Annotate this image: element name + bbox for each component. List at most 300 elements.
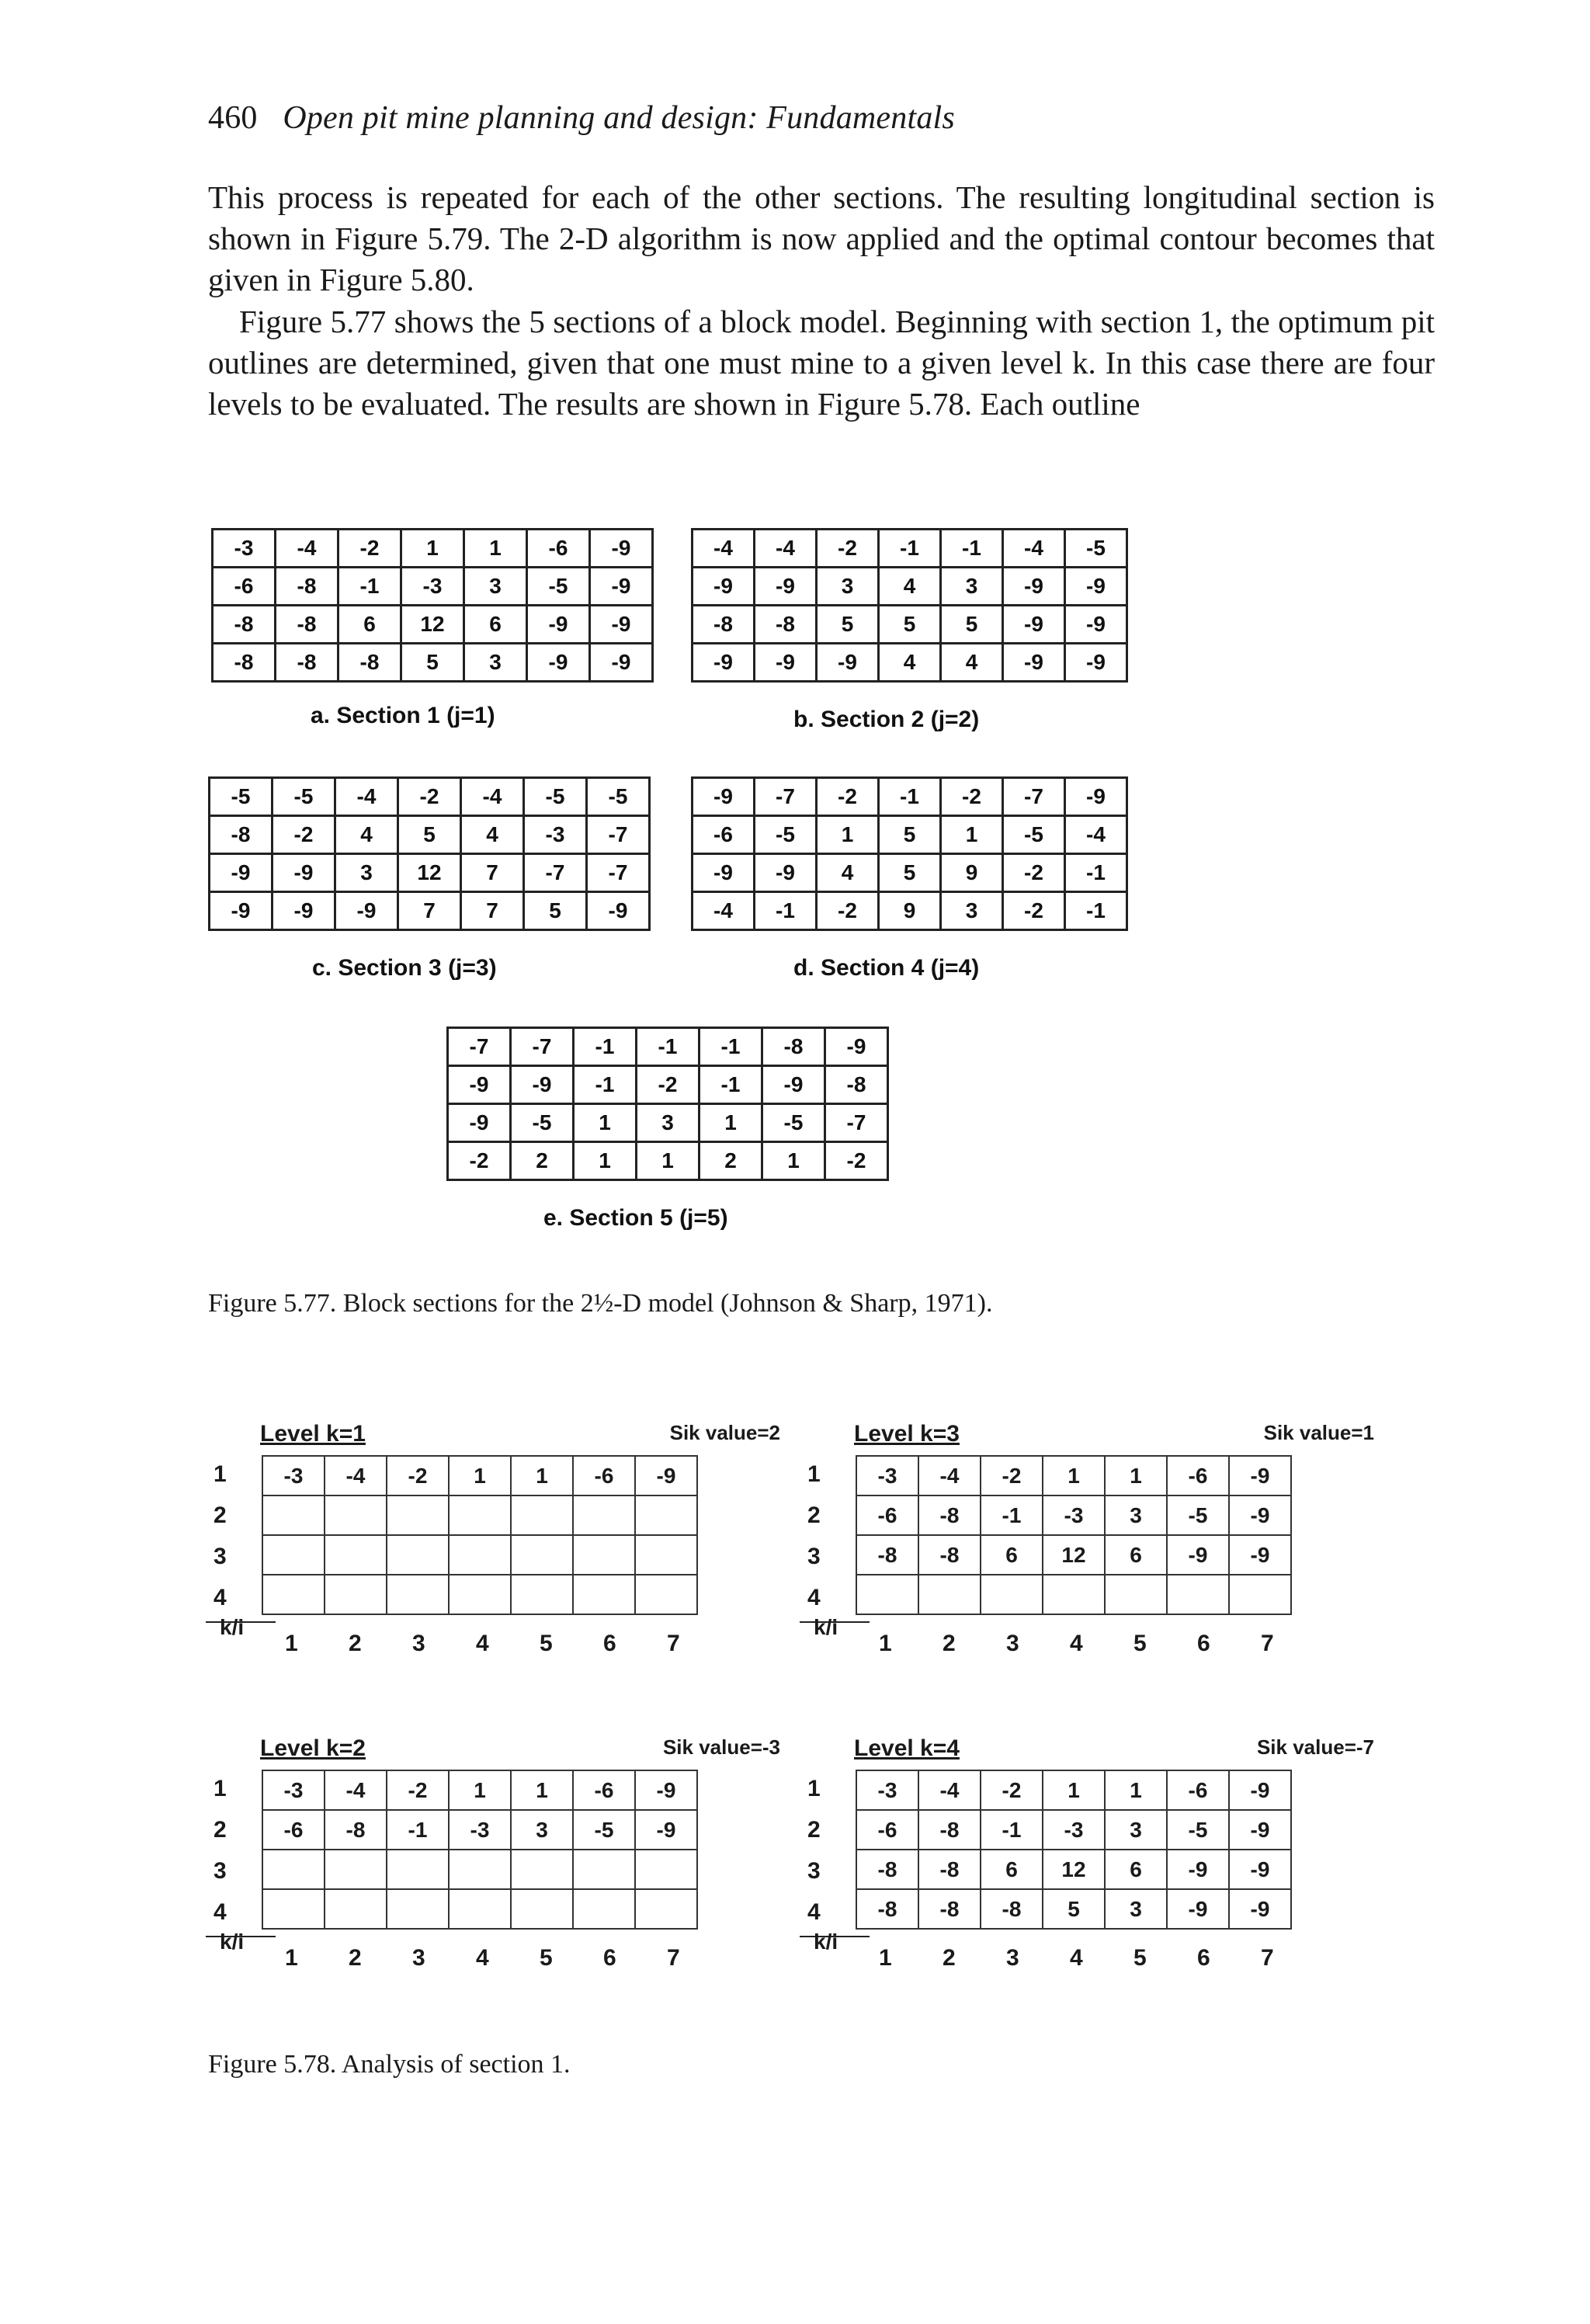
block-cell: 7 [398,892,461,930]
level-cell: -9 [1229,1495,1291,1535]
level-cell: -6 [856,1810,918,1850]
level-cell: -6 [1167,1770,1229,1810]
block-cell: 9 [879,892,941,930]
level-cell: -2 [981,1770,1043,1810]
block-cell: -8 [276,644,338,682]
block-cell: 1 [401,530,464,568]
level-grid [262,1770,698,1930]
level-cell: -5 [1167,1810,1229,1850]
col-label: 1 [879,1631,892,1656]
sik-value: Sik value=2 [669,1421,780,1444]
grid-row [856,1495,1291,1535]
col-label: 4 [476,1631,489,1656]
grid-row [213,568,653,606]
block-cell: -9 [590,606,653,644]
level-cell [449,1575,511,1614]
block-cell: -8 [762,1028,825,1066]
block-cell: 5 [941,606,1003,644]
level-cell: 6 [1105,1850,1167,1889]
block-cell: -5 [762,1104,825,1142]
block-cell: 6 [464,606,527,644]
block-cell: -7 [587,854,650,892]
row-label: 1 [214,1461,227,1487]
block-cell: -9 [210,892,273,930]
block-cell: -5 [755,816,817,854]
col-label: 5 [540,1631,553,1656]
section-caption: d. Section 4 (j=4) [793,955,980,981]
block-cell: -7 [587,816,650,854]
grid-row [210,816,650,854]
level-cell: 12 [1043,1535,1105,1575]
block-cell: 4 [879,568,941,606]
col-label: 3 [412,1631,425,1656]
grid-row [693,644,1127,682]
col-label: 2 [943,1945,956,1971]
grid-row [262,1575,697,1614]
level-cell [511,1575,573,1614]
section-caption: e. Section 5 (j=5) [543,1205,728,1231]
grid-row [856,1770,1291,1810]
block-cell: -9 [693,644,755,682]
grid-row [213,530,653,568]
grid-row [693,892,1127,930]
level-cell [262,1495,325,1535]
level-cell: -9 [1167,1850,1229,1889]
grid-row [262,1770,697,1810]
section-grid [691,776,1128,931]
level-cell [1105,1575,1167,1614]
level-cell [325,1575,387,1614]
section-caption: a. Section 1 (j=1) [311,703,495,728]
level-cell [918,1575,981,1614]
block-cell: -1 [1065,892,1127,930]
level-cell: 5 [1043,1889,1105,1929]
axis-label: k/i [220,1615,245,1639]
grid-row [262,1850,697,1889]
col-label: 7 [667,1631,680,1656]
block-cell: -9 [1003,568,1065,606]
block-cell: -7 [524,854,587,892]
level-cell: 6 [981,1535,1043,1575]
block-cell: -6 [213,568,276,606]
block-cell: -9 [693,854,755,892]
level-cell: 1 [1043,1770,1105,1810]
block-cell: -9 [693,568,755,606]
grid-row [262,1495,697,1535]
block-cell: -8 [276,606,338,644]
grid-row [693,816,1127,854]
figure-5-77-caption: Figure 5.77. Block sections for the 2½-D model (Johnson & Sharp, 1971). [208,1289,993,1318]
level-cell: -4 [918,1770,981,1810]
level-cell: 1 [1043,1456,1105,1495]
row-label: 3 [214,1858,227,1884]
level-cell: -8 [981,1889,1043,1929]
block-cell: -8 [210,816,273,854]
block-cell: 3 [464,644,527,682]
col-label: 6 [1197,1945,1210,1971]
level-cell [325,1535,387,1575]
level-cell: -3 [856,1770,918,1810]
block-cell: -2 [637,1066,700,1104]
level-cell: -9 [635,1456,697,1495]
block-cell: 1 [574,1142,637,1180]
level-cell: -5 [1167,1495,1229,1535]
sik-value: Sik value=1 [1263,1421,1374,1444]
block-cell: -1 [1065,854,1127,892]
level-cell: -9 [1167,1889,1229,1929]
level-cell: -5 [573,1810,635,1850]
level-diagram [800,1735,1374,2030]
block-cell: -2 [817,892,879,930]
level-cell: -3 [449,1810,511,1850]
col-label: 3 [1006,1945,1019,1971]
block-cell: 2 [511,1142,574,1180]
grid-row [448,1066,888,1104]
block-cell: -7 [755,778,817,816]
block-cell: -9 [1065,778,1127,816]
level-cell: -1 [981,1810,1043,1850]
level-cell [573,1535,635,1575]
block-cell: -1 [700,1028,762,1066]
block-cell: -9 [755,644,817,682]
block-cell: -3 [213,530,276,568]
level-cell: -1 [981,1495,1043,1535]
block-cell: -5 [1065,530,1127,568]
level-cell: 1 [1105,1456,1167,1495]
block-cell: -1 [755,892,817,930]
block-cell: -1 [574,1028,637,1066]
level-cell [449,1495,511,1535]
level-cell: 6 [1105,1535,1167,1575]
row-label: 4 [807,1899,821,1925]
grid-row [262,1889,697,1929]
block-cell: -2 [338,530,401,568]
block-cell: -6 [527,530,590,568]
block-cell: -9 [587,892,650,930]
grid-row [693,606,1127,644]
row-label: 3 [807,1544,821,1569]
col-label: 7 [667,1945,680,1971]
block-cell: 1 [464,530,527,568]
level-cell: -9 [1229,1889,1291,1929]
row-label: 3 [214,1544,227,1569]
sik-value: Sik value=-3 [662,1735,780,1759]
block-cell: 5 [398,816,461,854]
grid-row [856,1889,1291,1929]
level-cell [387,1850,449,1889]
level-cell: -6 [1167,1456,1229,1495]
block-cell: -9 [448,1104,511,1142]
block-cell: -9 [273,892,335,930]
level-grid [856,1455,1292,1615]
block-cell: -7 [1003,778,1065,816]
level-cell: 3 [511,1810,573,1850]
level-cell [1043,1575,1105,1614]
level-cell: -9 [1167,1535,1229,1575]
grid-row [262,1810,697,1850]
block-cell: -9 [590,530,653,568]
level-diagram [206,1421,780,1716]
level-cell: -9 [1229,1456,1291,1495]
block-cell: -9 [335,892,398,930]
block-cell: -7 [448,1028,511,1066]
block-cell: -9 [511,1066,574,1104]
section-grid [211,528,654,683]
level-cell: -9 [635,1770,697,1810]
block-cell: -9 [1003,606,1065,644]
section-caption: c. Section 3 (j=3) [312,955,497,981]
block-cell: -2 [1003,854,1065,892]
row-label: 4 [214,1899,227,1925]
block-cell: -9 [693,778,755,816]
block-cell: -9 [527,644,590,682]
level-cell [635,1850,697,1889]
col-label: 7 [1261,1945,1274,1971]
level-cell: -3 [856,1456,918,1495]
axis-label: k/i [220,1930,245,1954]
block-cell: -8 [693,606,755,644]
grid-row [210,854,650,892]
block-cell: -8 [213,644,276,682]
running-title: Open pit mine planning and design: Fundamentals [283,100,955,136]
grid-row [693,778,1127,816]
block-cell: 2 [700,1142,762,1180]
block-cell: -9 [1065,568,1127,606]
block-cell: -8 [276,568,338,606]
block-cell: -2 [1003,892,1065,930]
row-label: 1 [807,1461,821,1487]
block-cell: -1 [338,568,401,606]
block-cell: 5 [879,854,941,892]
section-grid [691,528,1128,683]
block-cell: -8 [213,606,276,644]
col-label: 6 [603,1945,616,1971]
level-cell: -4 [325,1456,387,1495]
grid-row [693,568,1127,606]
row-label: 2 [214,1817,227,1843]
row-label: 4 [807,1585,821,1610]
grid-row [448,1142,888,1180]
level-cell: -8 [918,1889,981,1929]
level-cell: 1 [511,1770,573,1810]
block-cell: -9 [755,854,817,892]
level-cell [635,1535,697,1575]
block-cell: -2 [273,816,335,854]
col-label: 4 [1070,1631,1083,1656]
level-cell: -8 [918,1810,981,1850]
block-cell: -5 [273,778,335,816]
block-cell: -4 [335,778,398,816]
grid-row [856,1456,1291,1495]
level-cell: 1 [449,1770,511,1810]
section-grid [446,1027,889,1181]
block-cell: -1 [700,1066,762,1104]
level-cell: -8 [325,1810,387,1850]
block-cell: -4 [1065,816,1127,854]
row-label: 2 [807,1817,821,1843]
block-cell: -9 [755,568,817,606]
level-cell: -9 [1229,1535,1291,1575]
level-cell: 3 [1105,1889,1167,1929]
block-cell: -7 [511,1028,574,1066]
level-cell: -6 [856,1495,918,1535]
level-cell: -8 [856,1889,918,1929]
level-cell: -9 [1229,1770,1291,1810]
level-cell [573,1850,635,1889]
block-cell: -9 [1003,644,1065,682]
level-cell: -1 [387,1810,449,1850]
level-cell: -4 [325,1770,387,1810]
grid-row [448,1028,888,1066]
grid-row [210,778,650,816]
col-label: 5 [1133,1945,1147,1971]
level-cell [635,1889,697,1929]
level-cell [511,1495,573,1535]
block-cell: -4 [461,778,524,816]
level-cell [387,1535,449,1575]
level-cell: 1 [449,1456,511,1495]
grid-row [213,606,653,644]
level-cell: 12 [1043,1850,1105,1889]
block-cell: 7 [461,892,524,930]
block-cell: -4 [693,530,755,568]
level-cell: -3 [262,1770,325,1810]
block-cell: -8 [755,606,817,644]
grid-row [693,854,1127,892]
grid-row [210,892,650,930]
block-cell: -2 [825,1142,888,1180]
block-cell: -2 [941,778,1003,816]
block-cell: 3 [464,568,527,606]
level-cell [262,1889,325,1929]
level-title: Level k=4 [854,1735,960,1761]
level-cell [511,1850,573,1889]
block-cell: 4 [335,816,398,854]
level-cell [511,1889,573,1929]
block-cell: -9 [590,568,653,606]
level-cell: -3 [1043,1810,1105,1850]
block-cell: 9 [941,854,1003,892]
block-cell: -4 [276,530,338,568]
sik-value: Sik value=-7 [1256,1735,1374,1759]
block-cell: -1 [879,530,941,568]
block-cell: 4 [461,816,524,854]
running-header [208,99,955,137]
block-cell: -2 [817,530,879,568]
level-cell [325,1495,387,1535]
block-cell: 3 [335,854,398,892]
block-cell: -1 [879,778,941,816]
block-cell: -2 [448,1142,511,1180]
col-label: 1 [285,1945,298,1971]
level-cell [325,1889,387,1929]
grid-row [693,530,1127,568]
block-cell: 1 [817,816,879,854]
block-cell: -9 [273,854,335,892]
level-cell [387,1495,449,1535]
block-cell: -9 [817,644,879,682]
section-grid [208,776,651,931]
level-cell [635,1495,697,1535]
grid-row [213,644,653,682]
level-cell: -2 [387,1456,449,1495]
figure-5-78-caption: Figure 5.78. Analysis of section 1. [208,2050,571,2079]
col-label: 2 [349,1631,362,1656]
level-cell [262,1850,325,1889]
block-cell: -9 [1065,606,1127,644]
row-label: 3 [807,1858,821,1884]
grid-row [856,1810,1291,1850]
level-cell [449,1889,511,1929]
level-cell: 3 [1105,1495,1167,1535]
level-cell: -6 [262,1810,325,1850]
level-cell: -3 [262,1456,325,1495]
level-cell [262,1575,325,1614]
row-label: 4 [214,1585,227,1610]
block-cell: -5 [527,568,590,606]
col-label: 3 [1006,1631,1019,1656]
col-label: 5 [1133,1631,1147,1656]
axis-label: k/i [814,1615,838,1639]
level-cell: 6 [981,1850,1043,1889]
row-label: 1 [807,1776,821,1801]
level-title: Level k=1 [260,1421,366,1447]
block-cell: -9 [448,1066,511,1104]
block-cell: -5 [511,1104,574,1142]
level-cell [262,1535,325,1575]
level-cell: -3 [1043,1495,1105,1535]
level-cell [449,1850,511,1889]
paragraph-1: This process is repeated for each of the other sections. The resulting longitudinal section is shown in Figure 5.79. The 2-D algorithm is now applied and the optimal contour becomes that given in Figure 5.80. [208,179,1435,297]
level-cell: -2 [981,1456,1043,1495]
block-cell: -1 [574,1066,637,1104]
block-cell: -1 [941,530,1003,568]
block-cell: 4 [817,854,879,892]
block-cell: -4 [1003,530,1065,568]
level-cell: -9 [1229,1810,1291,1850]
block-cell: 5 [879,606,941,644]
block-cell: -9 [590,644,653,682]
block-cell: 3 [637,1104,700,1142]
level-cell: -9 [1229,1850,1291,1889]
block-cell: -3 [401,568,464,606]
block-cell: 3 [941,568,1003,606]
level-cell [449,1535,511,1575]
grid-row [448,1104,888,1142]
level-cell: 3 [1105,1810,1167,1850]
block-cell: -8 [338,644,401,682]
grid-row [262,1535,697,1575]
level-cell [511,1535,573,1575]
block-cell: -3 [524,816,587,854]
level-cell: -2 [387,1770,449,1810]
block-cell: 7 [461,854,524,892]
col-label: 5 [540,1945,553,1971]
block-cell: -2 [817,778,879,816]
row-label: 1 [214,1776,227,1801]
block-cell: 1 [762,1142,825,1180]
block-cell: -5 [1003,816,1065,854]
block-cell: 4 [879,644,941,682]
block-cell: 1 [637,1142,700,1180]
level-cell [573,1495,635,1535]
level-cell [635,1575,697,1614]
level-cell [573,1889,635,1929]
block-cell: -9 [210,854,273,892]
level-cell [387,1575,449,1614]
level-diagram [206,1735,780,2030]
block-cell: 1 [700,1104,762,1142]
